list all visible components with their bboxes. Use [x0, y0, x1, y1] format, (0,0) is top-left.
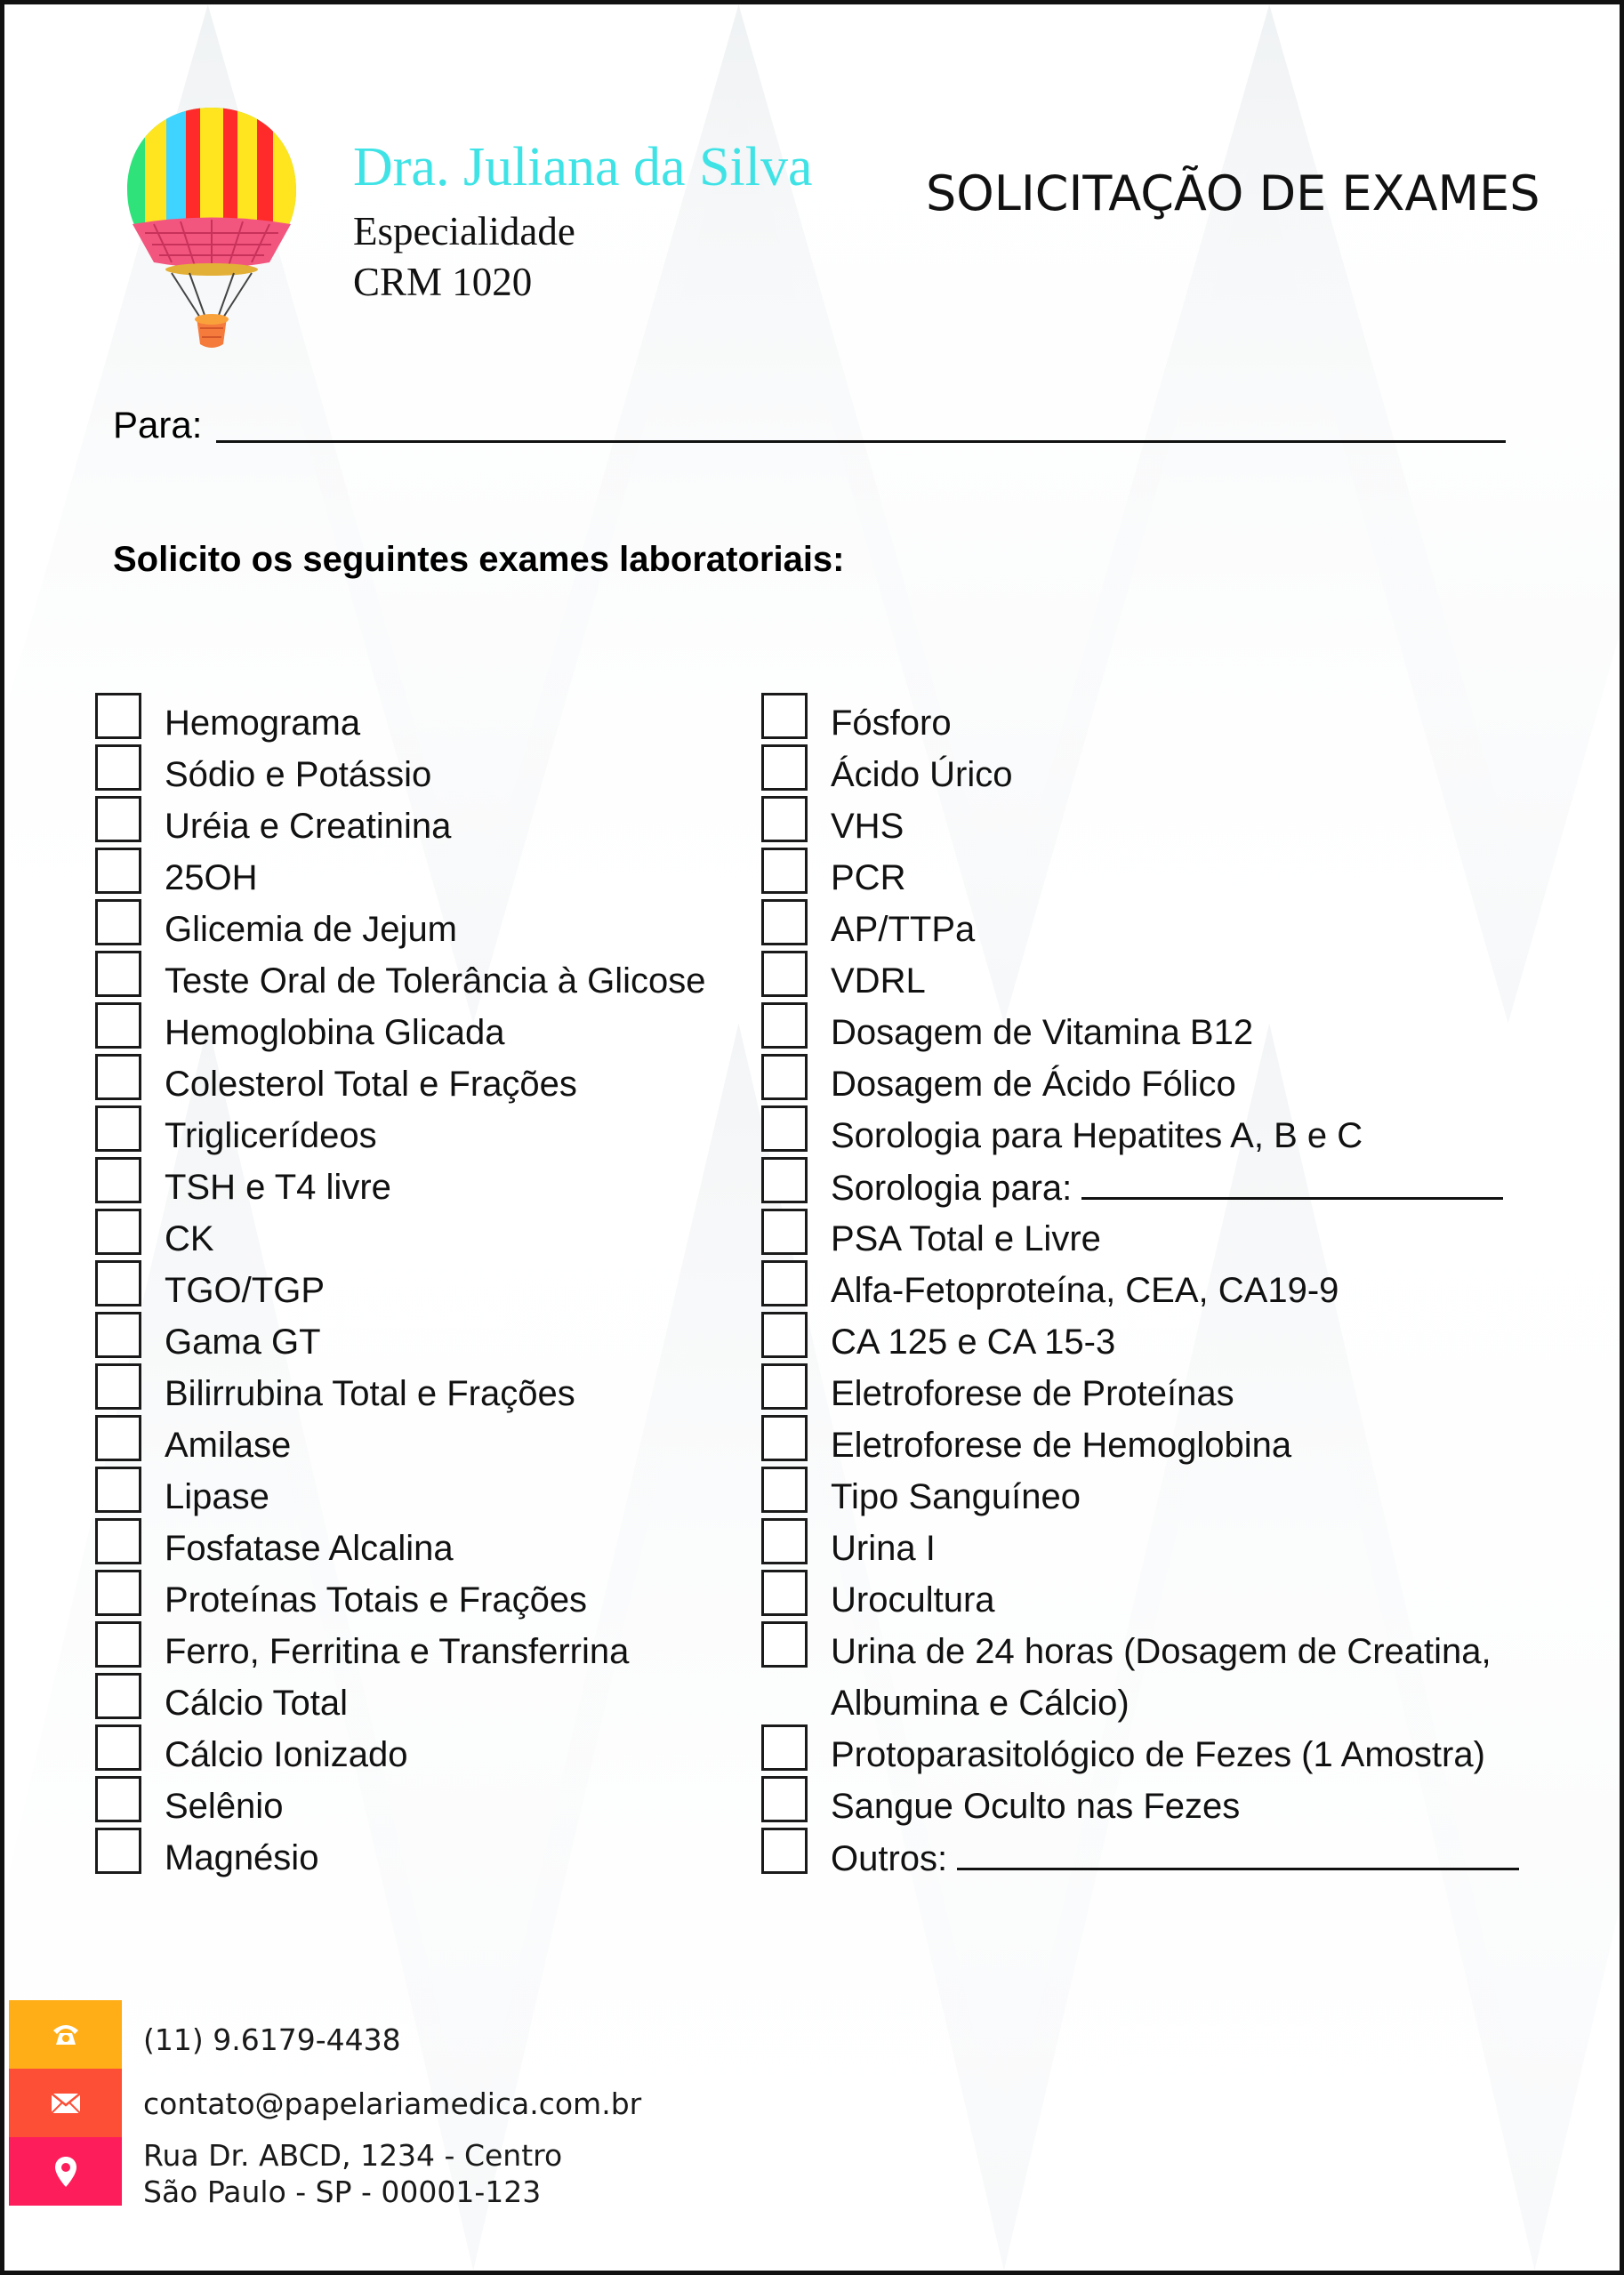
- exam-checkbox[interactable]: [95, 1828, 141, 1874]
- recipient-label: Para:: [113, 404, 203, 446]
- exam-label: Fósforo: [831, 703, 952, 743]
- exam-checkbox[interactable]: [761, 1467, 808, 1513]
- exam-checkbox[interactable]: [761, 744, 808, 791]
- exam-label: Fosfatase Alcalina: [165, 1529, 454, 1568]
- exam-checkbox[interactable]: [761, 1054, 808, 1100]
- exam-checkbox[interactable]: [761, 796, 808, 842]
- exam-label: Colesterol Total e Frações: [165, 1065, 577, 1104]
- exam-checkbox[interactable]: [761, 1776, 808, 1822]
- exam-label: CK: [165, 1219, 214, 1258]
- exam-checkbox[interactable]: [761, 693, 808, 739]
- exam-checkbox[interactable]: [95, 1467, 141, 1513]
- exam-checkbox[interactable]: [761, 1260, 808, 1306]
- exam-label: PSA Total e Livre: [831, 1219, 1101, 1258]
- others-blank-field[interactable]: [957, 1832, 1519, 1870]
- exam-checkbox[interactable]: [761, 951, 808, 997]
- exam-checkbox[interactable]: [95, 1054, 141, 1100]
- exam-label: Eletroforese de Proteínas: [831, 1374, 1234, 1413]
- exam-label: Ferro, Ferritina e Transferrina: [165, 1632, 630, 1671]
- doctor-specialty: Especialidade: [353, 209, 575, 253]
- exam-label: Tipo Sanguíneo: [831, 1477, 1081, 1516]
- recipient-field[interactable]: [216, 440, 1506, 443]
- exam-label: Hemoglobina Glicada: [165, 1013, 505, 1052]
- exam-label: Cálcio Total: [165, 1684, 349, 1723]
- envelope-icon: [51, 2093, 81, 2114]
- exam-label: Amilase: [165, 1426, 292, 1465]
- address-bar: [9, 2137, 122, 2206]
- hot-air-balloon-icon: [118, 104, 305, 353]
- exam-label: Triglicerídeos: [165, 1116, 377, 1155]
- exam-checkbox[interactable]: [95, 1621, 141, 1668]
- exam-label: Dosagem de Ácido Fólico: [831, 1065, 1236, 1104]
- exam-label: Urocultura: [831, 1580, 995, 1620]
- exam-checkbox[interactable]: [95, 1518, 141, 1564]
- phone-bar: [9, 2000, 122, 2069]
- exam-checkbox[interactable]: [761, 1363, 808, 1410]
- exam-checkbox[interactable]: [95, 1209, 141, 1255]
- contact-phone: (11) 9.6179-4438: [143, 2022, 401, 2057]
- exam-label: VDRL: [831, 961, 926, 1001]
- exam-checkbox[interactable]: [761, 848, 808, 894]
- exam-label: TGO/TGP: [165, 1271, 325, 1310]
- doctor-crm: CRM 1020: [353, 260, 533, 304]
- exam-label: Teste Oral de Tolerância à Glicose: [165, 961, 706, 1001]
- exam-label: Ácido Úrico: [831, 755, 1013, 794]
- exam-checkbox[interactable]: [761, 1312, 808, 1358]
- exam-label: TSH e T4 livre: [165, 1168, 391, 1207]
- exam-checkbox[interactable]: [95, 744, 141, 791]
- contact-email[interactable]: contato@papelariamedica.com.br: [143, 2086, 642, 2121]
- exam-label: 25OH: [165, 858, 258, 897]
- exam-label: Sódio e Potássio: [165, 755, 432, 794]
- serology-blank-field[interactable]: [1081, 1162, 1503, 1200]
- exam-checkbox[interactable]: [761, 1621, 808, 1668]
- exam-checkbox[interactable]: [95, 951, 141, 997]
- exam-label-continued: Albumina e Cálcio): [831, 1684, 1130, 1723]
- exam-label: CA 125 e CA 15-3: [831, 1322, 1116, 1362]
- exam-checkbox[interactable]: [95, 1673, 141, 1719]
- exam-checkbox[interactable]: [761, 1570, 808, 1616]
- exam-label: Lipase: [165, 1477, 269, 1516]
- exam-checkbox[interactable]: [95, 1363, 141, 1410]
- exam-label: Urina I: [831, 1529, 936, 1568]
- exam-checkbox[interactable]: [95, 1260, 141, 1306]
- exam-label-with-field: [831, 1832, 1519, 1885]
- exam-checkbox[interactable]: [95, 693, 141, 739]
- exam-checkbox[interactable]: [95, 848, 141, 894]
- exam-checkbox[interactable]: [95, 1157, 141, 1203]
- exam-checkbox[interactable]: [95, 1105, 141, 1152]
- exam-checkbox[interactable]: [761, 899, 808, 945]
- exam-label: Outros:: [831, 1839, 948, 1878]
- location-pin-icon: [54, 2156, 77, 2188]
- exam-checkbox[interactable]: [761, 1209, 808, 1255]
- exam-label: Urina de 24 horas (Dosagem de Creatina,: [831, 1632, 1491, 1671]
- exam-label: Hemograma: [165, 703, 361, 743]
- exam-checkbox[interactable]: [95, 1415, 141, 1461]
- exam-checkbox[interactable]: [761, 1002, 808, 1049]
- exam-label: Glicemia de Jejum: [165, 910, 458, 949]
- form-title: SOLICITAÇÃO DE EXAMES: [926, 165, 1540, 221]
- exam-checkbox[interactable]: [95, 796, 141, 842]
- doctor-name: Dra. Juliana da Silva: [353, 137, 813, 197]
- exam-checkbox[interactable]: [761, 1157, 808, 1203]
- exam-label: Sorologia para Hepatites A, B e C: [831, 1116, 1363, 1155]
- exam-label: Magnésio: [165, 1838, 319, 1877]
- exam-checkbox[interactable]: [95, 1570, 141, 1616]
- email-bar: [9, 2069, 122, 2137]
- exam-label: Uréia e Creatinina: [165, 807, 452, 846]
- exam-label: AP/TTPa: [831, 910, 976, 949]
- exam-checkbox[interactable]: [761, 1105, 808, 1152]
- exam-label: Cálcio Ionizado: [165, 1735, 408, 1774]
- contact-address-line1: Rua Dr. ABCD, 1234 - Centro: [143, 2138, 563, 2173]
- exam-label: PCR: [831, 858, 906, 897]
- exam-label: Alfa-Fetoproteína, CEA, CA19-9: [831, 1271, 1339, 1310]
- exam-checkbox[interactable]: [95, 899, 141, 945]
- exam-label: Proteínas Totais e Frações: [165, 1580, 588, 1620]
- exam-checkbox[interactable]: [761, 1724, 808, 1771]
- exam-label: Sorologia para:: [831, 1169, 1073, 1208]
- exam-label: Gama GT: [165, 1322, 321, 1362]
- exam-label: Bilirrubina Total e Frações: [165, 1374, 575, 1413]
- request-heading: Solicito os seguintes exames laboratoriais:: [113, 540, 845, 579]
- exam-checkbox[interactable]: [95, 1776, 141, 1822]
- exam-label: Sangue Oculto nas Fezes: [831, 1787, 1241, 1826]
- exam-checkbox[interactable]: [761, 1828, 808, 1874]
- exam-checkbox[interactable]: [761, 1415, 808, 1461]
- exam-checkbox[interactable]: [95, 1002, 141, 1049]
- exam-checkbox[interactable]: [761, 1518, 808, 1564]
- contact-address-line2: São Paulo - SP - 00001-123: [143, 2175, 542, 2209]
- exam-checkbox[interactable]: [95, 1312, 141, 1358]
- exam-label: Eletroforese de Hemoglobina: [831, 1426, 1292, 1465]
- exam-label-with-field: [831, 1162, 1503, 1214]
- phone-icon: [51, 2022, 81, 2048]
- exam-checkbox[interactable]: [95, 1724, 141, 1771]
- exam-label: Selênio: [165, 1787, 284, 1826]
- exam-label: Protoparasitológico de Fezes (1 Amostra): [831, 1735, 1485, 1774]
- exam-label: VHS: [831, 807, 904, 846]
- exam-label: Dosagem de Vitamina B12: [831, 1013, 1254, 1052]
